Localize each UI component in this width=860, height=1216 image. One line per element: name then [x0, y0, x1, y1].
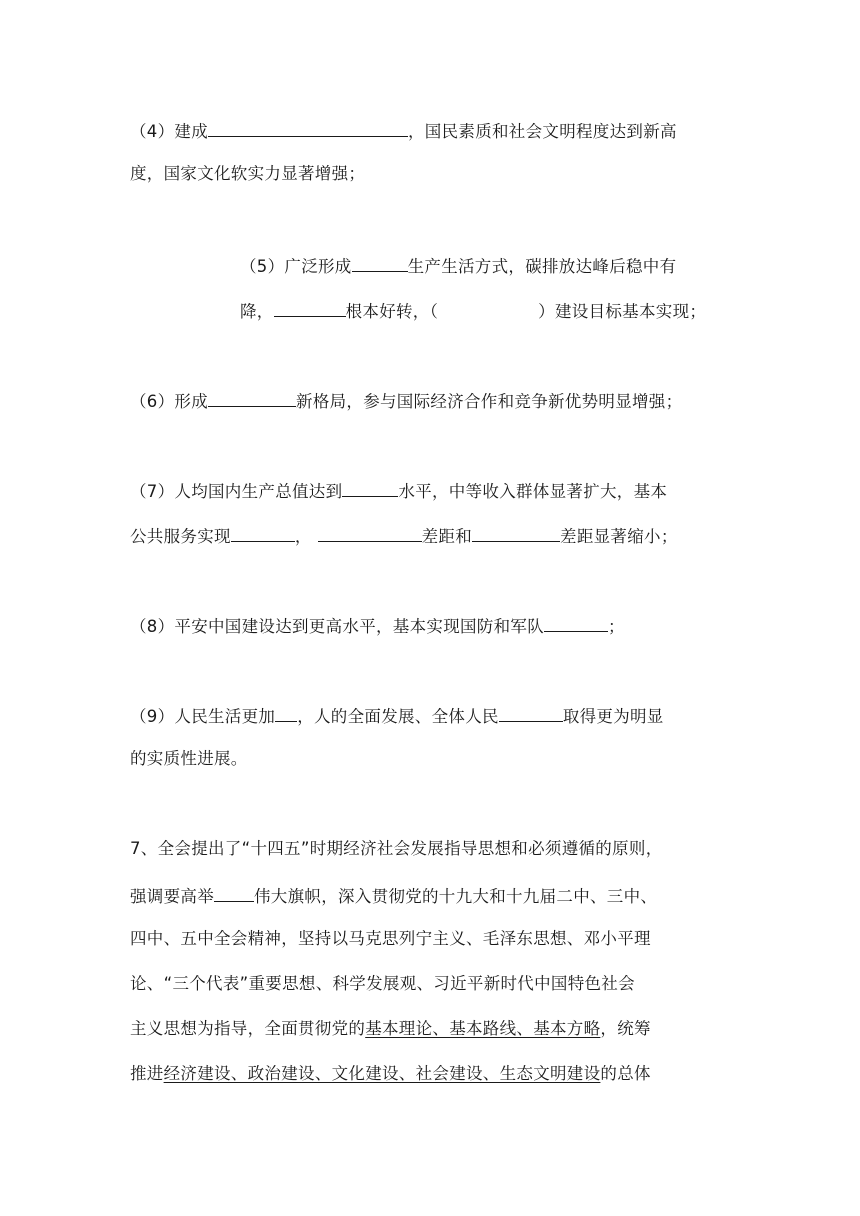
q7-line6-underlined: 经济建设、政治建设、文化建设、社会建设、生态文明建设 [163, 1064, 601, 1083]
q7-line3: 四中、五中全会精神，坚持以马克思列宁主义、毛泽东思想、邓小平理 [130, 929, 651, 948]
item4-prefix: （4）建成 [130, 122, 208, 141]
blank-field [544, 613, 608, 632]
q7-line4: 论、“三个代表”重要思想、科学发展观、习近平新时代中国特色社会 [130, 974, 635, 993]
blank-field [214, 883, 254, 902]
item7-line2-b: ， [294, 527, 312, 546]
item4-line1 [130, 118, 677, 143]
item6-line1 [130, 388, 682, 413]
item5-prefix: （5）广泛形成 [240, 257, 352, 276]
q7-line2 [130, 883, 657, 908]
item6-suffix: 新格局，参与国际经济合作和竞争新优势明显增强； [296, 392, 683, 411]
item4-suffix: ，国民素质和社会文明程度达到新高 [408, 122, 677, 141]
q7-line5-a: 主义思想为指导，全面贯彻党的 [130, 1019, 366, 1038]
q7-line6-a: 推进 [130, 1064, 164, 1083]
item6-prefix: （6）形成 [130, 392, 208, 411]
item7-prefix: （7）人均国内生产总值达到 [130, 482, 343, 501]
blank-field [472, 523, 560, 542]
item8-suffix: ； [608, 617, 625, 636]
item5-line2-c: ）建设目标基本实现； [538, 302, 707, 321]
q7-line6 [130, 1063, 651, 1085]
blank-field [499, 703, 563, 722]
q7-line5-underlined: 基本理论、基本路线、基本方略 [365, 1019, 601, 1038]
blank-field [318, 523, 422, 542]
item5-line2 [240, 298, 706, 323]
item9-prefix: （9）人民生活更加 [130, 707, 276, 726]
blank-field [208, 118, 408, 137]
item9-mid: ，人的全面发展、全体人民 [297, 707, 499, 726]
item5-line2-b: 根本好转，（ [345, 302, 439, 321]
item9-line1 [130, 703, 664, 728]
blank-field [342, 478, 398, 497]
item7-suffix: 水平，中等收入群体显著扩大，基本 [398, 482, 668, 501]
item7-line1 [130, 478, 667, 503]
item5-line2-a: 降， [240, 302, 274, 321]
item5-mid: 生产生活方式，碳排放达峰后稳中有 [407, 257, 677, 276]
blank-field [274, 298, 346, 317]
item7-line2-c: 差距和 [421, 527, 473, 546]
blank-field [275, 703, 297, 722]
q7-line1: 7、全会提出了“十四五”时期经济社会发展指导思想和必须遵循的原则， [130, 839, 663, 858]
item4-line2: 度，国家文化软实力显著增强； [130, 164, 366, 183]
q7-line2-a: 强调要高举 [130, 887, 214, 906]
item7-line2-a: 公共服务实现 [130, 527, 231, 546]
blank-field [352, 253, 408, 272]
item8-line1 [130, 613, 625, 638]
item8-prefix: （8）平安中国建设达到更高水平，基本实现国防和军队 [130, 617, 544, 636]
q7-line2-b: 伟大旗帜，深入贯彻党的十九大和十九届二中、三中、 [254, 887, 658, 906]
q7-line5-b: ，统筹 [600, 1019, 651, 1038]
q7-line6-b: 的总体 [600, 1064, 651, 1083]
item9-suffix: 取得更为明显 [562, 707, 664, 726]
item9-line2: 的实质性进展。 [130, 749, 248, 768]
q7-line5 [130, 1018, 651, 1040]
blank-field [208, 388, 296, 407]
blank-field [231, 523, 295, 542]
item7-line2-d: 差距显著缩小； [560, 527, 678, 546]
item5-line1 [240, 253, 676, 278]
item7-line2 [130, 523, 678, 548]
